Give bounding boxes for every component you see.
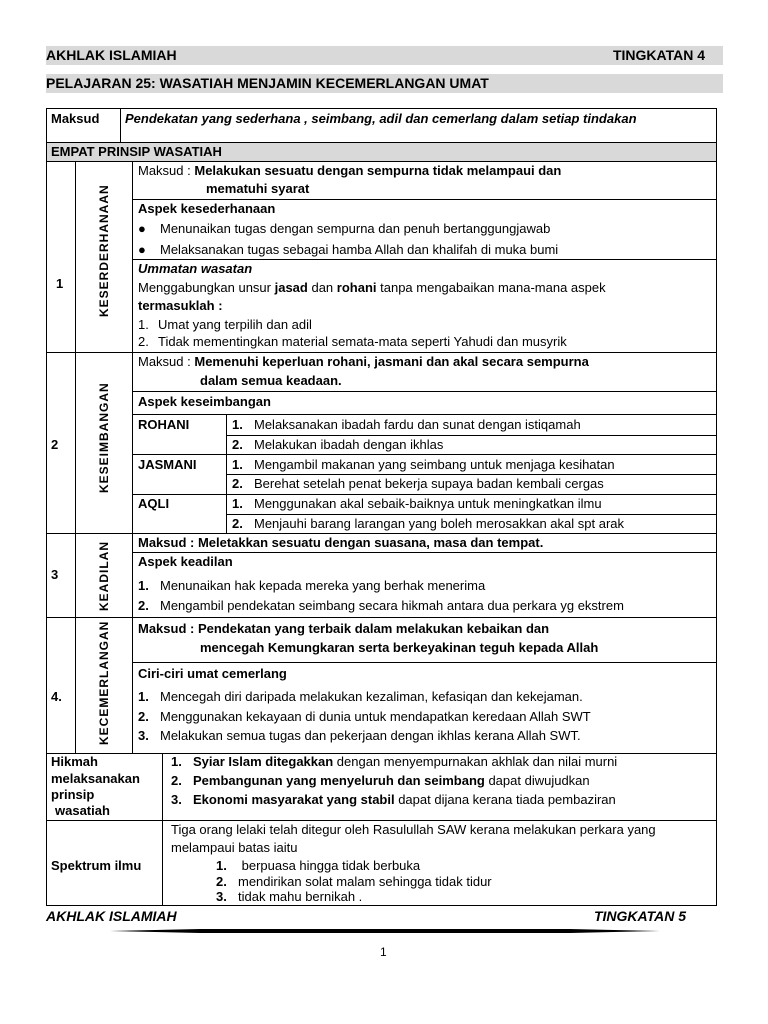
p1-item-text: Umat yang terpilih dan adil bbox=[158, 317, 312, 332]
p1-bullet-1 bbox=[138, 220, 550, 237]
p2-aqli-1 bbox=[232, 495, 602, 512]
p1-item-num: 1. bbox=[138, 317, 149, 332]
bullet-icon: ● bbox=[138, 221, 146, 236]
text: Menggunakan kekayaan di dunia untuk mendapatkan keredaan Allah SWT bbox=[160, 709, 591, 724]
text: Menunaikan hak kepada mereka yang berhak menerima bbox=[160, 578, 486, 593]
bold: Syiar Islam ditegakkan bbox=[193, 754, 334, 769]
p1-item-text: Tidak mementingkan material semata-mata seperti Yahudi dan musyrik bbox=[158, 334, 567, 349]
bold: Ekonomi masyarakat yang stabil bbox=[193, 792, 395, 807]
text: dapat diwujudkan bbox=[484, 773, 590, 788]
p1-item-num: 2. bbox=[138, 334, 149, 349]
num: 1. bbox=[232, 457, 243, 472]
maksud-text: Pendekatan yang sederhana , seimbang, adil dan cemerlang dalam setiap tindakan bbox=[125, 111, 637, 126]
text: Menggunakan akal sebaik-baiknya untuk meningkatkan ilmu bbox=[254, 496, 602, 511]
p1-ummatan-post: tanpa mengabaikan mana-mana aspek bbox=[376, 280, 606, 295]
p1-bullet-2 bbox=[138, 241, 558, 258]
divider bbox=[132, 662, 717, 663]
p2-maksud-line2: dalam semua keadaan. bbox=[200, 373, 342, 388]
p1-ummatan-rohani: rohani bbox=[336, 280, 377, 295]
text: Mencegah diri daripada melakukan kezaliman, kefasiqan dan kekejaman. bbox=[160, 689, 583, 704]
spektrum-intro-2: melampaui batas iaitu bbox=[171, 840, 298, 855]
num: 2. bbox=[216, 874, 227, 889]
p2-rohani-2 bbox=[232, 436, 443, 453]
num: 1. bbox=[232, 417, 243, 432]
divider bbox=[75, 161, 76, 754]
divider bbox=[132, 414, 717, 415]
num: 2. bbox=[171, 773, 182, 788]
num: 3. bbox=[216, 889, 227, 904]
p2-number: 2 bbox=[51, 437, 59, 452]
spektrum-intro-1: Tiga orang lelaki telah ditegur oleh Rasulullah SAW kerana melakukan perkara yang bbox=[171, 822, 656, 837]
p4-maksud-line1: Maksud : Pendekatan yang terbaik dalam melakukan kebaikan dan bbox=[138, 621, 550, 636]
divider bbox=[162, 753, 163, 906]
divider bbox=[46, 617, 717, 618]
p1-item-1 bbox=[138, 316, 312, 333]
spektrum-label: Spektrum ilmu bbox=[51, 858, 142, 873]
num: 1. bbox=[171, 754, 182, 769]
table-border-left bbox=[46, 108, 47, 906]
p4-item-3 bbox=[138, 727, 581, 744]
p1-bullet-text: Menunaikan tugas dengan sempurna dan penuh bertanggungjawab bbox=[160, 221, 551, 236]
p2-maksud-line1 bbox=[138, 353, 589, 370]
divider bbox=[132, 391, 717, 392]
p2-rohani-label: ROHANI bbox=[138, 417, 190, 432]
footer-subject: AKHLAK ISLAMIAH bbox=[46, 908, 177, 924]
p2-jasmani-label: JASMANI bbox=[138, 457, 197, 472]
num: 1. bbox=[232, 496, 243, 511]
p3-item-2 bbox=[138, 597, 624, 614]
table-border-top bbox=[46, 108, 717, 109]
hikmah-label-4: wasatiah bbox=[55, 803, 110, 818]
hikmah-label-2: melaksanakan bbox=[51, 771, 140, 786]
text: Menjauhi barang larangan yang boleh merosakkan akal spt arak bbox=[254, 516, 625, 531]
p1-ummatan-mid: dan bbox=[307, 280, 337, 295]
p3-number: 3 bbox=[51, 567, 59, 582]
num: 1. bbox=[138, 689, 149, 704]
num: 2. bbox=[138, 598, 149, 613]
text: Melakukan ibadah dengan ikhlas bbox=[254, 437, 444, 452]
p3-aspek-title: Aspek keadilan bbox=[138, 554, 233, 569]
text: Mengambil pendekatan seimbang secara hikmah antara dua perkara yg ekstrem bbox=[160, 598, 624, 613]
p1-maksud-label: Maksud : bbox=[138, 163, 195, 178]
p1-bullet-text: Melaksanakan tugas sebagai hamba Allah dan khalifah di muka bumi bbox=[160, 242, 559, 257]
num: 2. bbox=[232, 516, 243, 531]
p3-vertical-label: KEADILAN bbox=[97, 541, 111, 611]
p2-jasmani-2 bbox=[232, 475, 604, 492]
hikmah-label-3: prinsip bbox=[51, 787, 95, 802]
p1-termasuklah: termasuklah : bbox=[138, 298, 223, 313]
p2-aqli-label: AQLI bbox=[138, 496, 170, 511]
hikmah-item-2 bbox=[171, 772, 590, 789]
text: dapat dijana kerana tiada pembaziran bbox=[394, 792, 616, 807]
p4-maksud-line2: mencegah Kemungkaran serta berkeyakinan teguh kepada Allah bbox=[200, 640, 599, 655]
p2-aqli-2 bbox=[232, 515, 624, 532]
text: Melakukan semua tugas dan pekerjaan dengan ikhlas kerana Allah SWT. bbox=[160, 728, 581, 743]
p2-vertical-label: KESEIMBANGAN bbox=[97, 382, 111, 493]
text: tidak mahu bernikah . bbox=[238, 889, 363, 904]
p4-ciri-title: Ciri-ciri umat cemerlang bbox=[138, 666, 287, 681]
table-border-right bbox=[716, 108, 717, 906]
divider bbox=[132, 454, 717, 455]
p1-maksud-line1 bbox=[138, 162, 561, 179]
p3-maksud: Maksud : Meletakkan sesuatu dengan suasana, masa dan tempat. bbox=[138, 535, 544, 550]
lesson-bar bbox=[46, 74, 723, 93]
page-number: 1 bbox=[380, 945, 387, 959]
spektrum-item-1 bbox=[216, 857, 420, 874]
p4-item-2 bbox=[138, 708, 591, 725]
p3-item-1 bbox=[138, 577, 485, 594]
divider bbox=[132, 161, 133, 754]
p2-maksud-text1: Memenuhi keperluan rohani, jasmani dan akal secara sempurna bbox=[194, 354, 589, 369]
maksud-label: Maksud bbox=[51, 111, 100, 126]
header-bar bbox=[46, 46, 723, 65]
p2-jasmani-1 bbox=[232, 456, 615, 473]
p1-ummatan-text bbox=[138, 279, 606, 296]
p4-vertical-label: KECEMERLANGAN bbox=[97, 620, 111, 745]
hikmah-item-3 bbox=[171, 791, 616, 808]
num: 1. bbox=[216, 858, 227, 873]
num: 2. bbox=[232, 476, 243, 491]
num: 2. bbox=[232, 437, 243, 452]
text: Mengambil makanan yang seimbang untuk menjaga kesihatan bbox=[254, 457, 615, 472]
spektrum-item-3 bbox=[216, 888, 362, 905]
p1-maksud-text1: Melakukan sesuatu dengan sempurna tidak melampaui dan bbox=[194, 163, 562, 178]
num: 3. bbox=[138, 728, 149, 743]
footer-form: TINGKATAN 5 bbox=[593, 908, 686, 924]
p1-ummatan-title: Ummatan wasatan bbox=[138, 261, 253, 276]
bold: Pembangunan yang menyeluruh dan seimbang bbox=[193, 773, 485, 788]
text: berpuasa hingga tidak berbuka bbox=[238, 858, 421, 873]
num: 3. bbox=[171, 792, 182, 807]
text: dengan menyempurnakan akhlak dan nilai murni bbox=[333, 754, 618, 769]
p1-item-2 bbox=[138, 333, 567, 350]
p1-ummatan-jasad: jasad bbox=[274, 280, 308, 295]
table-border-bottom bbox=[46, 905, 717, 906]
text: mendirikan solat malam sehingga tidak tidur bbox=[238, 874, 492, 889]
bullet-icon: ● bbox=[138, 242, 146, 257]
hikmah-label-1: Hikmah bbox=[51, 754, 98, 769]
footer-rule bbox=[110, 926, 660, 936]
num: 1. bbox=[138, 578, 149, 593]
p2-rohani-1 bbox=[232, 416, 581, 433]
p1-aspek-title: Aspek kesederhanaan bbox=[138, 201, 276, 216]
p2-maksud-label: Maksud : bbox=[138, 354, 195, 369]
p1-ummatan-pre: Menggabungkan unsur bbox=[138, 280, 275, 295]
text: Melaksanakan ibadah fardu dan sunat dengan istiqamah bbox=[254, 417, 581, 432]
divider bbox=[120, 108, 121, 143]
p1-number: 1 bbox=[56, 276, 64, 291]
hikmah-item-1 bbox=[171, 753, 617, 770]
p4-number: 4. bbox=[51, 689, 62, 704]
subject-title: AKHLAK ISLAMIAH bbox=[46, 47, 177, 63]
section-title: EMPAT PRINSIP WASATIAH bbox=[51, 144, 222, 159]
p1-maksud-line2: mematuhi syarat bbox=[206, 181, 310, 196]
p1-vertical-label: KESERDERHANAAN bbox=[97, 184, 111, 317]
form-title: TINGKATAN 4 bbox=[612, 47, 705, 63]
num: 2. bbox=[138, 709, 149, 724]
text: Berehat setelah penat bekerja supaya badan kembali cergas bbox=[254, 476, 604, 491]
lesson-title: PELAJARAN 25: WASATIAH MENJAMIN KECEMERLANGAN UMAT bbox=[46, 75, 489, 91]
p4-item-1 bbox=[138, 688, 583, 705]
p2-aspek-title: Aspek keseimbangan bbox=[138, 394, 271, 409]
